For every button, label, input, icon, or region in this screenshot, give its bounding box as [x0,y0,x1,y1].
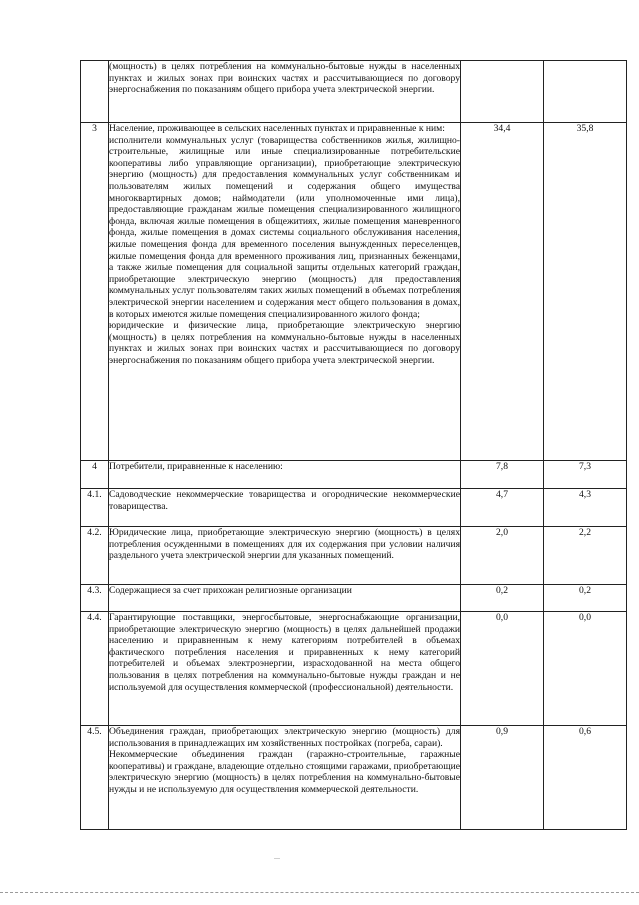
table-row [81,585,627,612]
row-number: 3 [81,123,109,461]
value-column-2: 0,2 [544,585,627,612]
value-column-1: 7,8 [461,461,544,489]
description-paragraph: Садоводческие некоммерческие товарищества и огороднические некоммерческие товарищества. [109,489,460,512]
row-number: 4.1. [81,489,109,527]
description-paragraph: Некоммерческие объединения граждан (гаражно-строительные, гаражные кооперативы) и граждане, владеющие отдельно стоящими гаражами, приобретающие электрическую энергию (мощность) в целях потребления на коммунально-бытовые нужды и не используемую для осуществления коммерческой деятельности. [109,749,460,795]
value-column-1 [461,61,544,123]
value-column-1: 0,0 [461,612,544,726]
table-body [81,61,627,830]
value-column-1: 0,9 [461,726,544,830]
description-paragraph: Потребители, приравненные к населению: [109,461,283,472]
description-paragraph: (мощность) в целях потребления на коммунально-бытовые нужды в населенных пунктах и жилых зонах при воинских частях и рассчитывающиеся по договору энергоснабжения по показаниям общего прибора учета электрической энергии. [109,61,460,96]
description-paragraph: Содержащиеся за счет прихожан религиозные организации [109,585,352,596]
row-description [109,527,461,585]
description-paragraph: Население, проживающее в сельских населенных пунктах и приравненные к ним: [109,123,445,134]
scan-mark [274,858,280,859]
description-paragraph: Юридические лица, приобретающие электрическую энергию (мощность) в целях потребления осужденными в помещениях для их содержания при условии наличия раздельного учета электрической энергии для указанных помещений. [109,527,460,562]
value-column-2: 0,0 [544,612,627,726]
value-column-1: 2,0 [461,527,544,585]
row-number [81,61,109,123]
value-column-2: 2,2 [544,527,627,585]
row-description [109,123,461,461]
value-column-1: 4,7 [461,489,544,527]
row-description [109,726,461,830]
description-paragraph: исполнители коммунальных услуг (товарищества собственников жилья, жилищно-строительные, жилищные или иные специализированные потребительские кооперативы либо управляющие организации), приобретающие электрическую энергию (мощность) для предоставления коммунальных услуг собственникам и пользователям жилых помещений и содержания общего имущества многоквартирных домов; наймодатели (или уполномоченные ими лица), предоставляющие гражданам жилые помещения специализированного жилищного фонда, включая жилые помещения в общежитиях, жилые помещения маневренного фонда, жилые помещения в домах системы социального обслуживания населения, жилые помещения фонда для временного поселения вынужденных переселенцев, жилые помещения фонда для временного проживания лиц, признанных беженцами, а также жилые помещения для социальной защиты отдельных категорий граждан, приобретающие электрическую энергию (мощность) для предоставления коммунальных услуг пользователям таких жилых помещений в объемах потребления электрической энергии населением и содержания мест общего пользования в домах, в которых имеются жилые помещения специализированного жилого фонда; [109,134,460,320]
value-column-1: 34,4 [461,123,544,461]
value-column-1: 0,2 [461,585,544,612]
row-description [109,612,461,726]
row-description [109,61,461,123]
value-column-2 [544,61,627,123]
page-bottom-edge [0,892,639,893]
table-row [81,61,627,123]
table-row [81,527,627,585]
row-number: 4.2. [81,527,109,585]
table-row [81,489,627,527]
row-description [109,585,461,612]
row-description [109,489,461,527]
row-number: 4 [81,461,109,489]
description-paragraph: Объединения граждан, приобретающих электрическую энергию (мощность) для использования в принадлежащих им хозяйственных постройках (погреба, сараи). [109,726,460,749]
description-paragraph: Гарантирующие поставщики, энергосбытовые, энергоснабжающие организации, приобретающие электрическую энергию (мощность) в целях дальнейшей продажи населению и приравненным к нему категориям потребителей в объемах фактического потребления населения и приравненных к нему категорий потребителей и объемах электроэнергии, израсходованной на места общего пользования в целях потребления на коммунально-бытовые нужды граждан и не используемой для осуществления коммерческой (профессиональной) деятельности. [109,612,460,693]
row-number: 4.3. [81,585,109,612]
value-column-2: 35,8 [544,123,627,461]
table-row [81,123,627,461]
tariff-table [80,60,627,830]
table-row [81,726,627,830]
row-description [109,461,461,489]
value-column-2: 7,3 [544,461,627,489]
table-row [81,461,627,489]
value-column-2: 4,3 [544,489,627,527]
description-paragraph: юридические и физические лица, приобретающие электрическую энергию (мощность) в целях потребления на коммунально-бытовые нужды в населенных пунктах и жилых зонах при воинских частях и рассчитывающиеся по договору энергоснабжения по показаниям общего прибора учета электрической энергии. [109,320,460,366]
row-number: 4.5. [81,726,109,830]
table-row [81,612,627,726]
row-number: 4.4. [81,612,109,726]
value-column-2: 0,6 [544,726,627,830]
